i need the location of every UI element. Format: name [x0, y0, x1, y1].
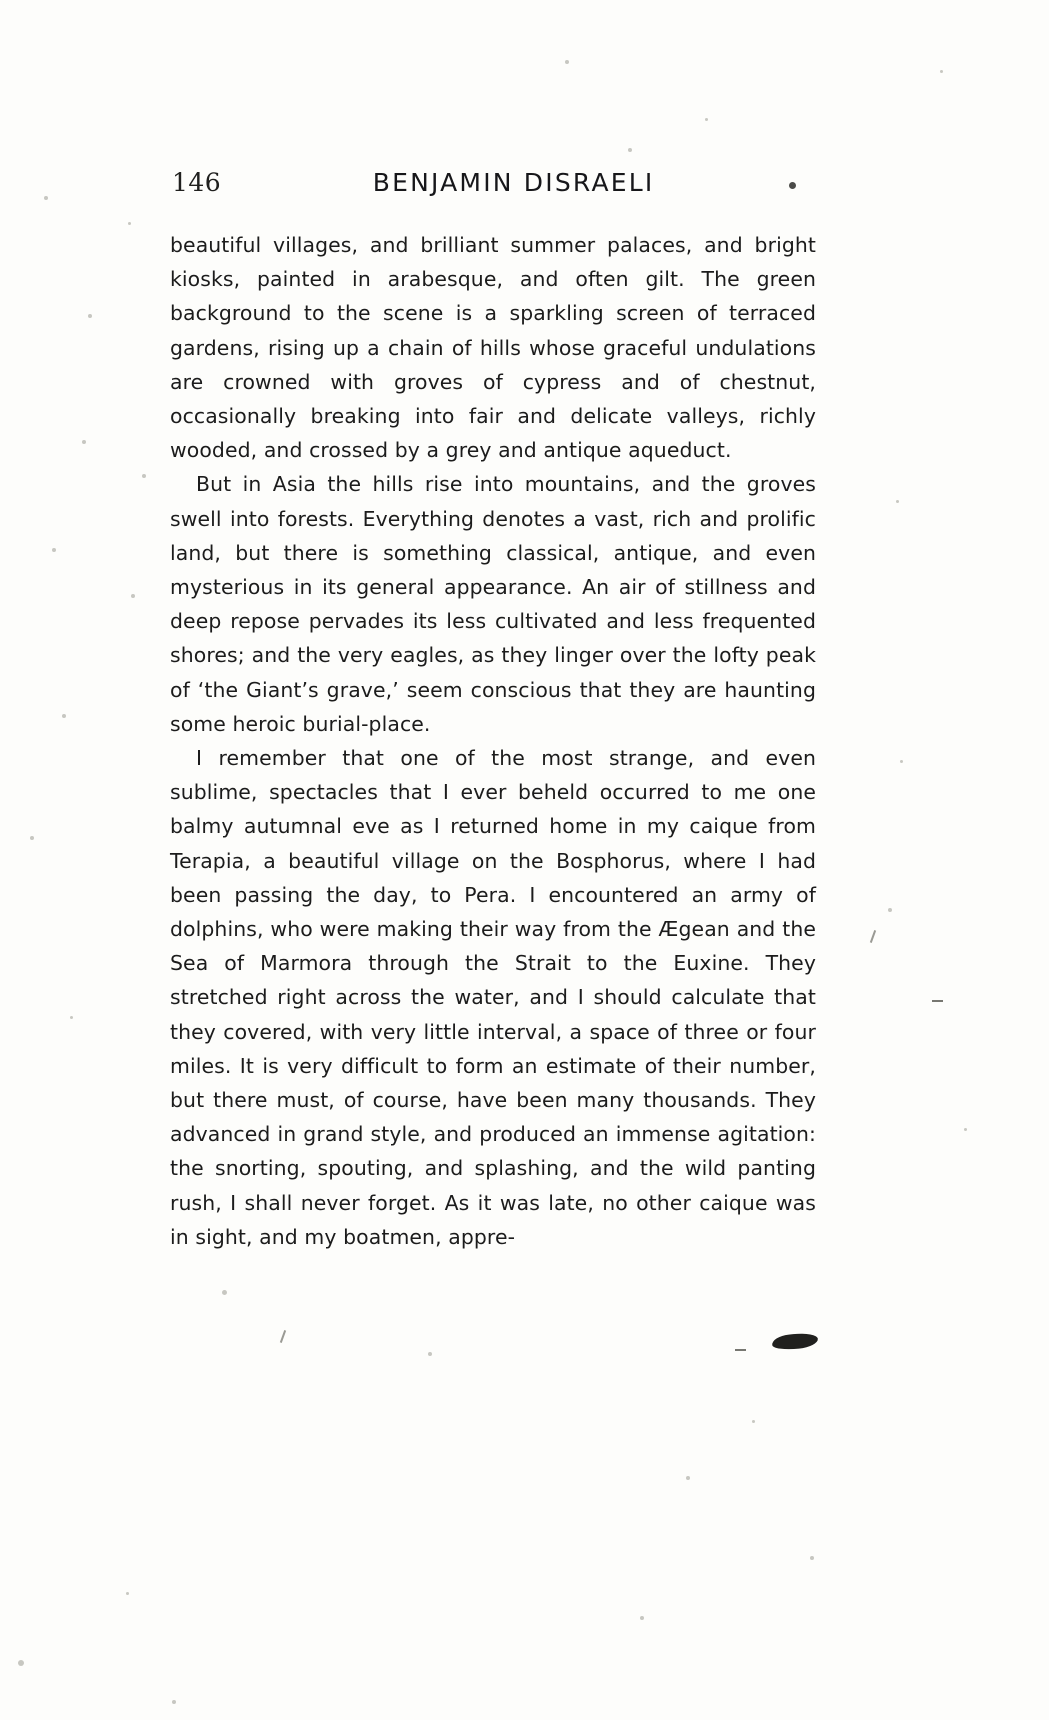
scan-speck [705, 118, 708, 121]
scan-speck [565, 60, 569, 64]
scan-speck [172, 1700, 176, 1704]
scan-speck [222, 1290, 227, 1295]
margin-tick [870, 930, 876, 943]
scan-speck [888, 908, 892, 912]
margin-dash [932, 1000, 943, 1002]
footer-ink-smudge [771, 1332, 818, 1352]
paragraph-1: beautiful villages, and brilliant summer palaces, and bright kiosks, painted in arabesque, and often gilt. The green background to the scene is a sparkling screen of terraced gardens, rising up a chain of hills whose graceful undulations are crowned with groves of cypress and of chestnut, occasionally breaking into fair and delicate valleys, richly wooded, and crossed by a grey and antique aqueduct. [170, 233, 816, 463]
scan-speck [88, 314, 92, 318]
margin-dash [735, 1349, 746, 1351]
scan-speck [964, 1128, 967, 1131]
scan-speck [752, 1420, 755, 1423]
scan-speck [428, 1352, 432, 1356]
scan-speck [70, 1016, 73, 1019]
page-number: 146 [172, 168, 222, 197]
scan-speck [628, 148, 632, 152]
scan-speck [128, 222, 131, 225]
scan-speck [30, 836, 34, 840]
body-text [170, 228, 816, 1254]
scan-speck [810, 1556, 814, 1560]
scan-speck [940, 70, 943, 73]
scan-speck [900, 760, 903, 763]
scan-speck [52, 548, 56, 552]
scan-speck [62, 714, 66, 718]
header-margin-dot [789, 182, 796, 189]
page-title: BENJAMIN DISRAELI [372, 168, 655, 197]
scan-speck [131, 594, 135, 598]
paragraph-2: But in Asia the hills rise into mountains, and the groves swell into forests. Everything denotes a vast, rich and prolific land, but there is something classical, antique, and even mysterious in its general appearance. An air of stillness and deep repose pervades its less cultivated and less frequented shores; and the very eagles, as they linger over the lofty peak of ‘the Giant’s grave,’ seem conscious that they are haunting some heroic burial-place. [170, 472, 816, 736]
running-head [172, 168, 832, 202]
scan-speck [126, 1592, 129, 1595]
scan-speck [142, 474, 146, 478]
scan-speck [18, 1660, 24, 1666]
scan-speck [44, 196, 48, 200]
scan-speck [640, 1616, 644, 1620]
paragraph-3: I remember that one of the most strange, and even sublime, spectacles that I ever beheld occurred to me one balmy autumnal eve as I returned home in my caique from Terapia, a beautiful village on the Bosphorus, where I had been passing the day, to Pera. I encountered an army of dolphins, who were making their way from the Ægean and the Sea of Marmora through the Strait to the Euxine. They stretched right across the water, and I should calculate that they covered, with very little interval, a space of three or four miles. It is very difficult to form an estimate of their number, but there must, of course, have been many thousands. They advanced in grand style, and produced an immense agitation: the snorting, spouting, and splashing, and the wild panting rush, I shall never forget. As it was late, no other caique was in sight, and my boatmen, appre- [170, 746, 816, 1249]
scan-speck [896, 500, 899, 503]
scan-speck [82, 440, 86, 444]
scan-speck [686, 1476, 690, 1480]
margin-tick [280, 1330, 286, 1343]
